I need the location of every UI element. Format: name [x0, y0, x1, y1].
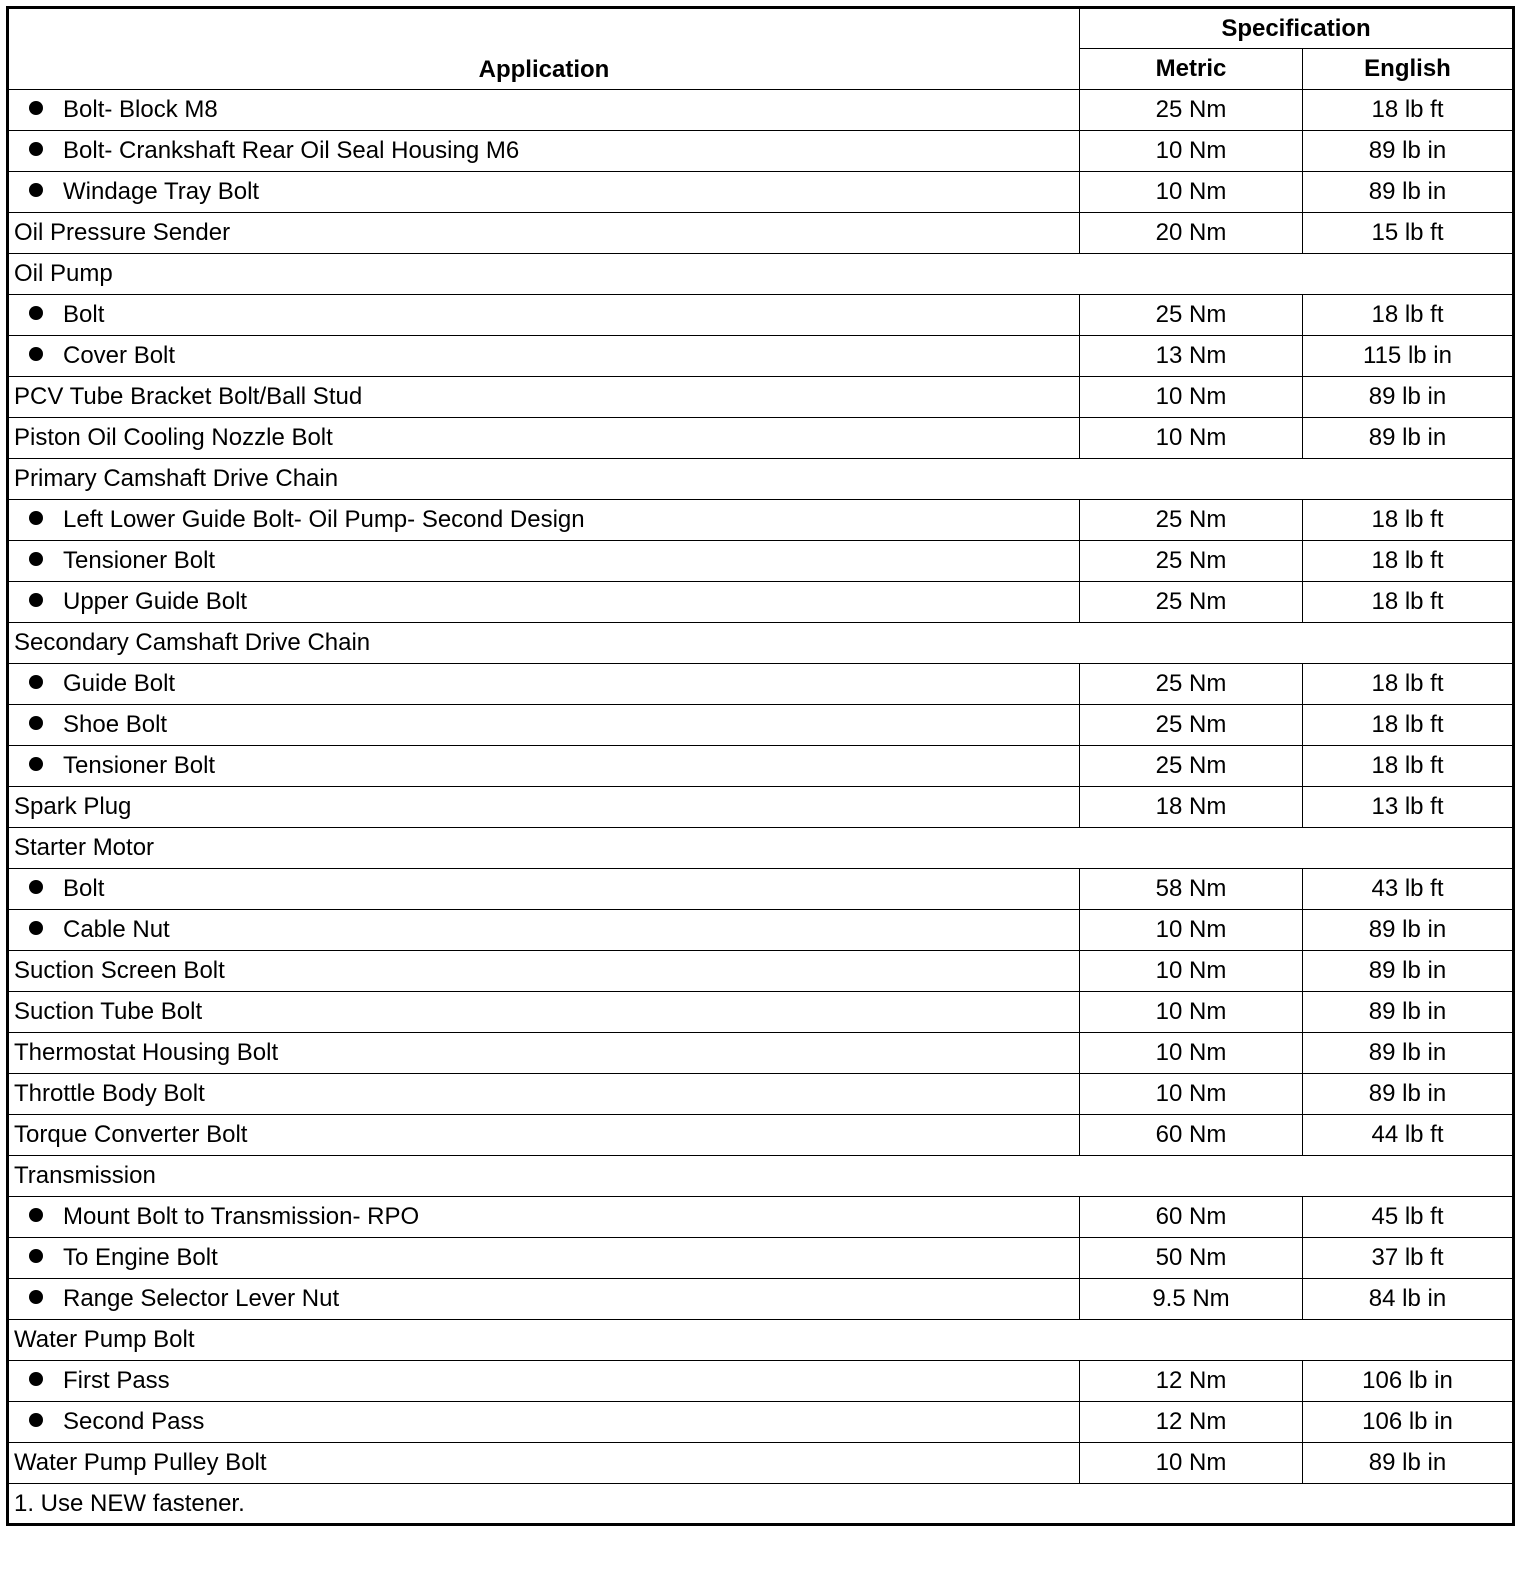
table-group-row — [8, 828, 1514, 869]
application-label: Tensioner Bolt — [63, 547, 216, 574]
metric-value: 10 Nm — [1080, 377, 1303, 418]
application-label: Shoe Bolt — [63, 711, 168, 738]
application-cell — [8, 541, 1080, 582]
english-value: 89 lb in — [1303, 951, 1514, 992]
application-cell — [8, 336, 1080, 377]
english-value: 89 lb in — [1303, 131, 1514, 172]
footnote: 1. Use NEW fastener. — [8, 1484, 1514, 1525]
application-header: Application — [8, 8, 1080, 90]
table-row — [8, 418, 1514, 459]
table-row — [8, 705, 1514, 746]
metric-value: 25 Nm — [1080, 705, 1303, 746]
application-cell — [8, 1279, 1080, 1320]
english-value: 89 lb in — [1303, 1443, 1514, 1484]
application-label: Guide Bolt — [63, 670, 176, 697]
application-cell — [8, 131, 1080, 172]
application-label: Range Selector Lever Nut — [63, 1285, 340, 1312]
group-label: Starter Motor — [8, 828, 1514, 869]
table-row — [8, 172, 1514, 213]
english-value: 106 lb in — [1303, 1361, 1514, 1402]
table-group-row — [8, 1156, 1514, 1197]
table-row — [8, 1115, 1514, 1156]
english-value: 115 lb in — [1303, 336, 1514, 377]
table-row — [8, 1238, 1514, 1279]
application-cell — [8, 1443, 1080, 1484]
bullet-icon — [29, 347, 43, 361]
application-label: To Engine Bolt — [63, 1244, 218, 1271]
english-value: 18 lb ft — [1303, 746, 1514, 787]
metric-value: 10 Nm — [1080, 418, 1303, 459]
english-value: 89 lb in — [1303, 418, 1514, 459]
application-label: Bolt — [63, 301, 105, 328]
english-value: 18 lb ft — [1303, 500, 1514, 541]
torque-spec-table — [6, 6, 1515, 1526]
application-cell — [8, 582, 1080, 623]
application-cell — [8, 787, 1080, 828]
bullet-icon — [29, 1372, 43, 1386]
group-label: Oil Pump — [8, 254, 1514, 295]
application-cell — [8, 1115, 1080, 1156]
group-label: Secondary Camshaft Drive Chain — [8, 623, 1514, 664]
application-cell — [8, 1238, 1080, 1279]
bullet-icon — [29, 101, 43, 115]
group-label: Transmission — [8, 1156, 1514, 1197]
metric-value: 13 Nm — [1080, 336, 1303, 377]
application-cell — [8, 1402, 1080, 1443]
application-label: First Pass — [63, 1367, 170, 1394]
english-value: 18 lb ft — [1303, 664, 1514, 705]
english-value: 18 lb ft — [1303, 295, 1514, 336]
application-cell — [8, 992, 1080, 1033]
table-group-row — [8, 459, 1514, 500]
metric-value: 10 Nm — [1080, 172, 1303, 213]
metric-value: 50 Nm — [1080, 1238, 1303, 1279]
table-row — [8, 1279, 1514, 1320]
metric-value: 10 Nm — [1080, 951, 1303, 992]
application-label: PCV Tube Bracket Bolt/Ball Stud — [14, 383, 363, 410]
bullet-icon — [29, 757, 43, 771]
application-cell — [8, 951, 1080, 992]
application-cell — [8, 869, 1080, 910]
application-label: Torque Converter Bolt — [14, 1121, 248, 1148]
english-value: 13 lb ft — [1303, 787, 1514, 828]
metric-value: 25 Nm — [1080, 295, 1303, 336]
application-label: Upper Guide Bolt — [63, 588, 248, 615]
bullet-icon — [29, 675, 43, 689]
application-cell — [8, 213, 1080, 254]
bullet-icon — [29, 880, 43, 894]
application-cell — [8, 90, 1080, 131]
metric-value: 18 Nm — [1080, 787, 1303, 828]
english-value: 89 lb in — [1303, 377, 1514, 418]
table-row — [8, 992, 1514, 1033]
application-label: Bolt- Crankshaft Rear Oil Seal Housing M6 — [63, 137, 520, 164]
application-label: Left Lower Guide Bolt- Oil Pump- Second Design — [63, 506, 585, 533]
application-label: Piston Oil Cooling Nozzle Bolt — [14, 424, 333, 451]
table-row — [8, 1074, 1514, 1115]
application-label: Thermostat Housing Bolt — [14, 1039, 279, 1066]
english-value: 18 lb ft — [1303, 90, 1514, 131]
table-row — [8, 1402, 1514, 1443]
metric-value: 25 Nm — [1080, 541, 1303, 582]
english-value: 45 lb ft — [1303, 1197, 1514, 1238]
table-row — [8, 1361, 1514, 1402]
bullet-icon — [29, 1290, 43, 1304]
application-cell — [8, 500, 1080, 541]
application-cell — [8, 295, 1080, 336]
english-value: 18 lb ft — [1303, 705, 1514, 746]
table-row — [8, 746, 1514, 787]
metric-value: 20 Nm — [1080, 213, 1303, 254]
bullet-icon — [29, 552, 43, 566]
table-row — [8, 90, 1514, 131]
bullet-icon — [29, 1413, 43, 1427]
table-header — [8, 8, 1514, 90]
application-label: Suction Tube Bolt — [14, 998, 203, 1025]
bullet-icon — [29, 716, 43, 730]
group-label: Primary Camshaft Drive Chain — [8, 459, 1514, 500]
table-row — [8, 869, 1514, 910]
bullet-icon — [29, 511, 43, 525]
metric-value: 60 Nm — [1080, 1197, 1303, 1238]
table-row — [8, 1033, 1514, 1074]
application-label: Tensioner Bolt — [63, 752, 216, 779]
application-label: Throttle Body Bolt — [14, 1080, 205, 1107]
bullet-icon — [29, 306, 43, 320]
table-row — [8, 1197, 1514, 1238]
application-cell — [8, 172, 1080, 213]
english-value: 18 lb ft — [1303, 541, 1514, 582]
table-row — [8, 377, 1514, 418]
table-row — [8, 541, 1514, 582]
bullet-icon — [29, 1249, 43, 1263]
metric-header: Metric — [1080, 49, 1303, 90]
application-cell — [8, 1361, 1080, 1402]
application-label: Cable Nut — [63, 916, 170, 943]
table-row — [8, 500, 1514, 541]
application-label: Bolt- Block M8 — [63, 96, 218, 123]
metric-value: 9.5 Nm — [1080, 1279, 1303, 1320]
application-label: Bolt — [63, 875, 105, 902]
english-value: 84 lb in — [1303, 1279, 1514, 1320]
metric-value: 60 Nm — [1080, 1115, 1303, 1156]
table-row — [8, 910, 1514, 951]
application-label: Spark Plug — [14, 793, 132, 820]
application-cell — [8, 910, 1080, 951]
application-label: Suction Screen Bolt — [14, 957, 225, 984]
table-row — [8, 1443, 1514, 1484]
application-label: Cover Bolt — [63, 342, 176, 369]
table-body — [8, 90, 1514, 1484]
table-row — [8, 951, 1514, 992]
specification-header: Specification — [1080, 8, 1514, 49]
metric-value: 25 Nm — [1080, 582, 1303, 623]
bullet-icon — [29, 921, 43, 935]
bullet-icon — [29, 142, 43, 156]
application-cell — [8, 664, 1080, 705]
english-value: 44 lb ft — [1303, 1115, 1514, 1156]
table-row — [8, 787, 1514, 828]
english-value: 18 lb ft — [1303, 582, 1514, 623]
table-row — [8, 336, 1514, 377]
table-row — [8, 295, 1514, 336]
english-value: 106 lb in — [1303, 1402, 1514, 1443]
english-header: English — [1303, 49, 1514, 90]
application-cell — [8, 705, 1080, 746]
english-value: 15 lb ft — [1303, 213, 1514, 254]
english-value: 89 lb in — [1303, 992, 1514, 1033]
metric-value: 10 Nm — [1080, 1443, 1303, 1484]
application-cell — [8, 1197, 1080, 1238]
application-cell — [8, 1074, 1080, 1115]
metric-value: 25 Nm — [1080, 90, 1303, 131]
english-value: 89 lb in — [1303, 1074, 1514, 1115]
metric-value: 10 Nm — [1080, 1033, 1303, 1074]
table-row — [8, 131, 1514, 172]
table-group-row — [8, 1320, 1514, 1361]
application-cell — [8, 746, 1080, 787]
application-cell — [8, 377, 1080, 418]
english-value: 89 lb in — [1303, 1033, 1514, 1074]
metric-value: 10 Nm — [1080, 131, 1303, 172]
metric-value: 10 Nm — [1080, 910, 1303, 951]
table-row — [8, 664, 1514, 705]
table-group-row — [8, 254, 1514, 295]
bullet-icon — [29, 1208, 43, 1222]
english-value: 89 lb in — [1303, 172, 1514, 213]
metric-value: 58 Nm — [1080, 869, 1303, 910]
table-row — [8, 213, 1514, 254]
table-row — [8, 582, 1514, 623]
metric-value: 25 Nm — [1080, 500, 1303, 541]
group-label: Water Pump Bolt — [8, 1320, 1514, 1361]
application-cell — [8, 418, 1080, 459]
application-label: Oil Pressure Sender — [14, 219, 231, 246]
metric-value: 10 Nm — [1080, 1074, 1303, 1115]
metric-value: 10 Nm — [1080, 992, 1303, 1033]
application-label: Second Pass — [63, 1408, 205, 1435]
table-group-row — [8, 623, 1514, 664]
english-value: 89 lb in — [1303, 910, 1514, 951]
application-label: Windage Tray Bolt — [63, 178, 260, 205]
application-label: Mount Bolt to Transmission- RPO — [63, 1203, 420, 1230]
metric-value: 25 Nm — [1080, 664, 1303, 705]
metric-value: 25 Nm — [1080, 746, 1303, 787]
application-cell — [8, 1033, 1080, 1074]
metric-value: 12 Nm — [1080, 1402, 1303, 1443]
english-value: 37 lb ft — [1303, 1238, 1514, 1279]
bullet-icon — [29, 593, 43, 607]
bullet-icon — [29, 183, 43, 197]
application-label: Water Pump Pulley Bolt — [14, 1449, 267, 1476]
metric-value: 12 Nm — [1080, 1361, 1303, 1402]
english-value: 43 lb ft — [1303, 869, 1514, 910]
